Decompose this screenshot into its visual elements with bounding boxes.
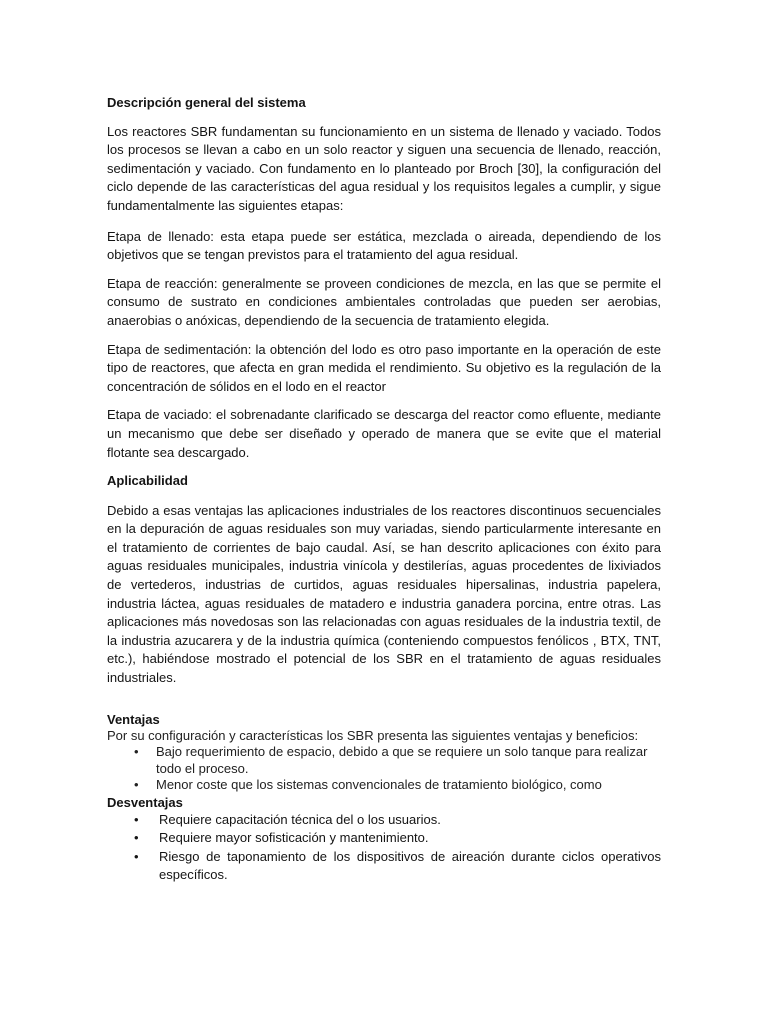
ventajas-heading: Ventajas bbox=[107, 711, 160, 727]
bullet-icon: • bbox=[134, 812, 139, 828]
list-item-text: Requiere capacitación técnica del o los usuarios. bbox=[159, 812, 441, 828]
stage-llenado-paragraph: Etapa de llenado: esta etapa puede ser estática, mezclada o aireada, dependiendo de los objetivos que se tengan previstos para el tratamiento del agua residual. bbox=[107, 228, 661, 263]
list-item-text: Menor coste que los sistemas convencionales de tratamiento biológico, como bbox=[156, 777, 602, 793]
bullet-icon: • bbox=[134, 830, 139, 846]
list-item-text: Requiere mayor sofisticación y mantenimiento. bbox=[159, 830, 429, 846]
bullet-icon: • bbox=[134, 777, 139, 793]
list-item bbox=[107, 777, 661, 793]
list-item-text: Riesgo de taponamiento de los dispositivos de aireación durante ciclos operativos específicos. bbox=[159, 848, 661, 883]
aplicabilidad-paragraph: Debido a esas ventajas las aplicaciones industriales de los reactores discontinuos secuenciales en la depuración de aguas residuales son muy variadas, siendo particularmente interesante en el tratamiento de corrientes de bajo caudal. Así, se han descrito aplicaciones con éxito para aguas residuales municipales, industria vinícola y destilerías, aguas procedentes de lixiviados de vertederos, industrias de curtidos, aguas residuales hipersalinas, industria papelera, industria láctea, aguas residuales de matadero e industria ganadera porcina, entre otras. Las aplicaciones más novedosas son las relacionadas con aguas residuales de la industria textil, de la industria azucarera y de la industria química (conteniendo compuestos fenólicos , BTX, TNT, etc.), habiéndose mostrado el potencial de los SBR en el tratamiento de aguas residuales industriales. bbox=[107, 502, 661, 686]
ventajas-intro: Por su configuración y características los SBR presenta las siguientes ventajas y beneficios: bbox=[107, 728, 639, 744]
document-title: Descripción general del sistema bbox=[107, 95, 306, 110]
ventajas-list bbox=[107, 744, 661, 793]
desventajas-list bbox=[107, 811, 661, 885]
list-item bbox=[107, 811, 661, 829]
stage-vaciado-paragraph: Etapa de vaciado: el sobrenadante clarificado se descarga del reactor como efluente, mediante un mecanismo que debe ser diseñado y operado de manera que se evite que el material flotante sea descargado. bbox=[107, 407, 661, 460]
desventajas-heading: Desventajas bbox=[107, 794, 183, 810]
stage-sedimentacion-paragraph: Etapa de sedimentación: la obtención del lodo es otro paso importante en la operación de este tipo de reactores, que afecta en gran medida el rendimiento. Su objetivo es la regulación de la concentración de sólidos en el lodo en el reactor bbox=[107, 341, 661, 394]
list-item bbox=[107, 848, 661, 885]
stage-reaccion-paragraph: Etapa de reacción: generalmente se proveen condiciones de mezcla, en las que se permite el consumo de sustrato en condiciones ambientales controladas que pueden ser aerobias, anaerobias o anóxicas, dependiendo de la secuencia de tratamiento elegida. bbox=[107, 275, 661, 328]
list-item bbox=[107, 744, 661, 777]
aplicabilidad-heading: Aplicabilidad bbox=[107, 473, 188, 489]
document-body bbox=[107, 94, 661, 885]
list-item-text: Bajo requerimiento de espacio, debido a que se requiere un solo tanque para realizar todo el proceso. bbox=[156, 744, 648, 776]
bullet-icon: • bbox=[134, 744, 139, 760]
ventajas-section bbox=[107, 712, 661, 885]
intro-paragraph: Los reactores SBR fundamentan su funcionamiento en un sistema de llenado y vaciado. Todos los procesos se llevan a cabo en un solo reactor y siguen una secuencia de llenado, reacción, sedimentación y vaciado. Con fundamento en lo planteado por Broch [30], la configuración del ciclo depende de las características del agua residual y los requisitos legales a cumplir, y sigue fundamentalmente las siguientes etapas: bbox=[107, 123, 661, 213]
bullet-icon: • bbox=[134, 848, 139, 864]
list-item bbox=[107, 829, 661, 847]
